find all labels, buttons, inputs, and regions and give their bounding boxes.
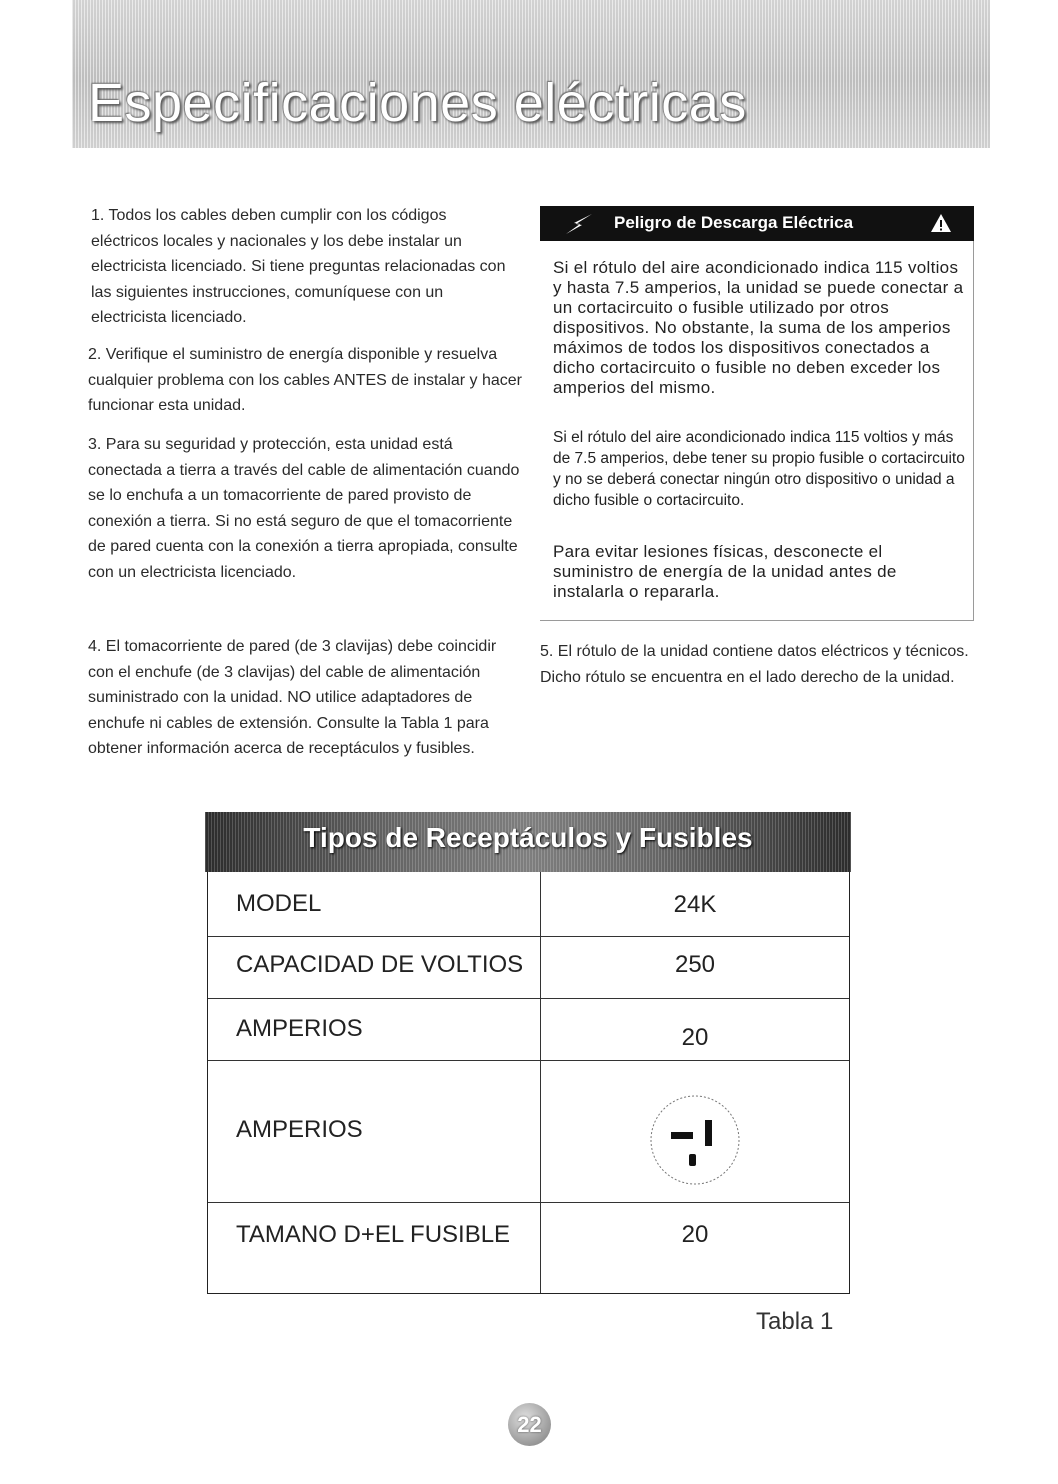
row-label: AMPERIOS [236,1116,363,1143]
table-row [208,1203,849,1293]
table-caption: Tabla 1 [756,1308,834,1335]
paragraph-4: 4. El tomacorriente de pared (de 3 clavijas) debe coincidir con el enchufe (de 3 clavijas) del cable de alimentación suministrado con la unidad. NO utilice adaptadores de enchufe ni cables de extensión. Consulte la Tabla 1 para obtener información acerca de receptáculos y fusibles. [88,638,497,758]
row-label: AMPERIOS [236,1015,363,1042]
warning-header [540,206,974,241]
row-label: MODEL [236,890,322,917]
page-number: 22 [508,1403,551,1446]
table-row [208,999,849,1061]
table-row [208,872,849,937]
header-banner [72,0,990,148]
table-header [205,812,851,872]
row-value: 20 [681,1221,709,1248]
table-row [208,936,849,999]
warning-title: Peligro de Descarga Eléctrica [614,213,854,232]
row-value: 20 [681,1024,709,1051]
receptacle-table [207,872,850,1294]
lightning-bolt-icon [562,212,596,236]
warning-paragraph-2: Si el rótulo del aire acondicionado indica 115 voltios y más de 7.5 amperios, debe tener su propio fusible o cortacircuito y no se deberá conectar ningún otro dispositivo o unidad a dicho fusible o cortacircuito. [553,429,965,509]
warning-paragraph-3: Para evitar lesiones físicas, desconecte el suministro de energía de la unidad antes de instalarla o repararla. [553,542,897,601]
row-label: TAMANO D+EL FUSIBLE [236,1221,511,1248]
row-value: 250 [674,951,716,978]
table-title: Tipos de Receptáculos y Fusibles [303,822,753,853]
row-label: CAPACIDAD DE VOLTIOS [236,951,524,978]
row-value: 24K [673,891,717,918]
paragraph-3: 3. Para su seguridad y protección, esta unidad está conectada a tierra a través del cable de alimentación cuando se lo enchufa a un tomacorriente de pared provisto de conexión a tierra. Si no está seguro de que el tomacorriente de pared cuenta con la conexión a tierra apropiada, consulte con un electricista licenciado. [88,436,520,581]
receptacle-outlet-icon [645,1090,745,1190]
page-title: Especificaciones eléctricas [88,73,747,133]
paragraph-2: 2. Verifique el suministro de energía disponible y resuelva cualquier problema con los cables ANTES de instalar y hacer funcionar esta unidad. [88,346,522,415]
paragraph-1: 1. Todos los cables deben cumplir con los códigos eléctricos locales y nacionales y los debe instalar un electricista licenciado. Si tiene preguntas relacionadas con las siguientes instrucciones, comuníquese con un electricista licenciado. [91,207,506,327]
paragraph-5: 5. El rótulo de la unidad contiene datos eléctricos y técnicos. Dicho rótulo se encuentra en el lado derecho de la unidad. [540,643,969,686]
table-row [208,1061,849,1203]
warning-box [540,206,974,621]
warning-triangle-icon [930,213,952,233]
warning-paragraph-1: Si el rótulo del aire acondicionado indica 115 voltios y hasta 7.5 amperios, la unidad se puede conectar a un cortacircuito o fusible utilizado por otros dispositivos. No obstante, la suma de los amperios máximos de todos los dispositivos conectados a dicho cortacircuito o fusible no deben exceder los amperios del mismo. [553,258,964,397]
